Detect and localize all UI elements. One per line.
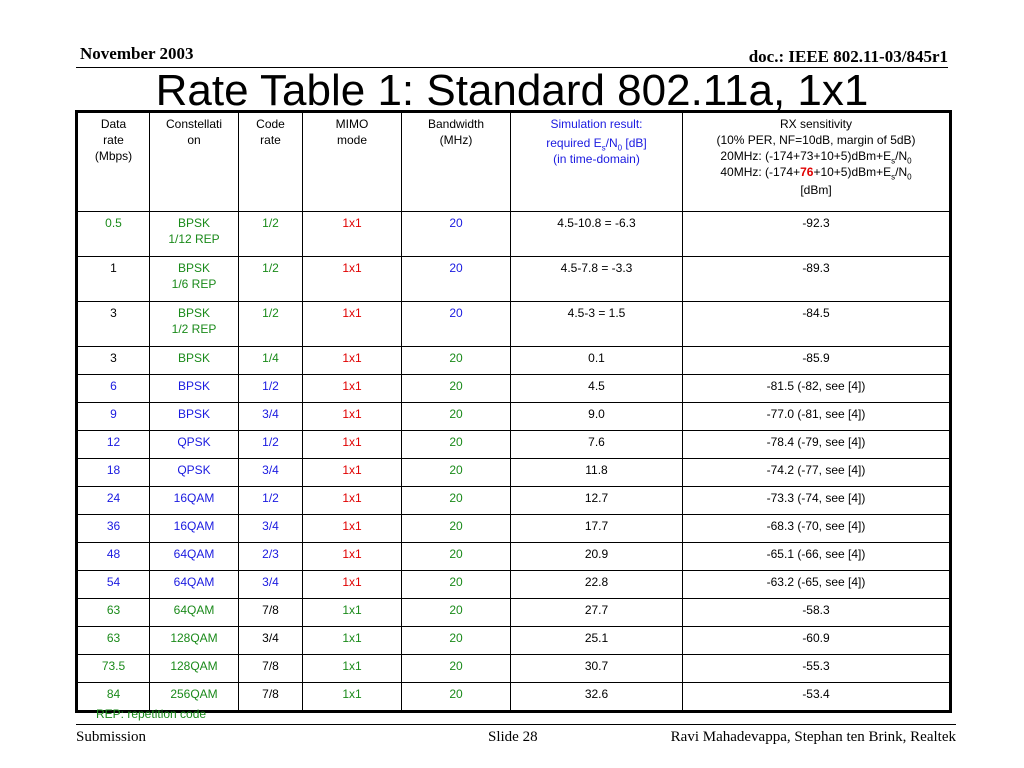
cell-data-rate: 48: [77, 543, 150, 571]
cell-data-rate: 6: [77, 375, 150, 403]
cell-code-rate: 3/4: [239, 459, 303, 487]
cell-bandwidth: 20: [402, 599, 511, 627]
header-rx-sensitivity: RX sensitivity (10% PER, NF=10dB, margin of 5dB) 20MHz: $(-174+73+10+5)dBm+E_s/N_0$ 40MHz: $(-174+76+10+5)dBm+E_s/N_0$ [dBm]: [683, 112, 951, 212]
cell-rx-sensitivity: -74.2 (-77, see [4]): [683, 459, 951, 487]
cell-data-rate: 73.5: [77, 655, 150, 683]
cell-code-rate: 2/3: [239, 543, 303, 571]
cell-simulation-result: 7.6: [511, 431, 683, 459]
cell-simulation-result: 9.0: [511, 403, 683, 431]
table-row: [77, 627, 951, 655]
cell-simulation-result: 4.5-7.8 = -3.3: [511, 257, 683, 302]
rep-footnote: REP: repetition code: [96, 707, 207, 721]
header-bandwidth: Bandwidth (MHz): [402, 112, 511, 212]
header-code-rate: Code rate: [239, 112, 303, 212]
cell-mimo-mode: 1x1: [303, 683, 402, 712]
table-row: [77, 347, 951, 375]
cell-simulation-result: 22.8: [511, 571, 683, 599]
table-row: [77, 257, 951, 302]
cell-constellation: 16QAM: [150, 487, 239, 515]
cell-code-rate: 3/4: [239, 515, 303, 543]
table-row: [77, 375, 951, 403]
cell-bandwidth: 20: [402, 487, 511, 515]
cell-bandwidth: 20: [402, 459, 511, 487]
cell-constellation: 128QAM: [150, 627, 239, 655]
cell-code-rate: 1/2: [239, 431, 303, 459]
cell-mimo-mode: 1x1: [303, 571, 402, 599]
cell-rx-sensitivity: -92.3: [683, 212, 951, 257]
table-row: [77, 515, 951, 543]
cell-constellation: BPSK: [150, 375, 239, 403]
header-simulation-result: Simulation result: required $E_s/N_0$ [dB] (in time-domain): [511, 112, 683, 212]
cell-rx-sensitivity: -81.5 (-82, see [4]): [683, 375, 951, 403]
cell-constellation: 256QAM: [150, 683, 239, 712]
cell-rx-sensitivity: -77.0 (-81, see [4]): [683, 403, 951, 431]
table-row: [77, 431, 951, 459]
cell-simulation-result: 17.7: [511, 515, 683, 543]
table-row: [77, 487, 951, 515]
cell-constellation: 64QAM: [150, 571, 239, 599]
cell-data-rate: 0.5: [77, 212, 150, 257]
cell-code-rate: 7/8: [239, 599, 303, 627]
table-row: [77, 571, 951, 599]
cell-rx-sensitivity: -63.2 (-65, see [4]): [683, 571, 951, 599]
cell-simulation-result: 30.7: [511, 655, 683, 683]
footer-submission: Submission: [76, 729, 147, 745]
cell-mimo-mode: 1x1: [303, 375, 402, 403]
cell-rx-sensitivity: -73.3 (-74, see [4]): [683, 487, 951, 515]
table-row: [77, 459, 951, 487]
cell-bandwidth: 20: [402, 212, 511, 257]
header-data-rate: Data rate (Mbps): [77, 112, 150, 212]
cell-bandwidth: 20: [402, 257, 511, 302]
footer-divider: [76, 724, 956, 725]
cell-simulation-result: 0.1: [511, 347, 683, 375]
cell-simulation-result: 4.5-3 = 1.5: [511, 302, 683, 347]
cell-data-rate: 24: [77, 487, 150, 515]
cell-data-rate: 84: [77, 683, 150, 712]
rate-table: [75, 110, 952, 713]
cell-constellation: BPSK 1/6 REP: [150, 257, 239, 302]
cell-code-rate: 1/2: [239, 487, 303, 515]
header-mimo-mode: MIMO mode: [303, 112, 402, 212]
cell-mimo-mode: 1x1: [303, 487, 402, 515]
cell-data-rate: 3: [77, 347, 150, 375]
cell-data-rate: 63: [77, 627, 150, 655]
cell-simulation-result: 27.7: [511, 599, 683, 627]
table-row: [77, 543, 951, 571]
cell-data-rate: 9: [77, 403, 150, 431]
cell-rx-sensitivity: -60.9: [683, 627, 951, 655]
cell-bandwidth: 20: [402, 431, 511, 459]
cell-constellation: BPSK 1/12 REP: [150, 212, 239, 257]
cell-constellation: BPSK 1/2 REP: [150, 302, 239, 347]
cell-constellation: QPSK: [150, 431, 239, 459]
cell-mimo-mode: 1x1: [303, 599, 402, 627]
slide-title: Rate Table 1: Standard 802.11a, 1x1: [155, 66, 869, 115]
cell-rx-sensitivity: -58.3: [683, 599, 951, 627]
cell-mimo-mode: 1x1: [303, 403, 402, 431]
cell-code-rate: 1/2: [239, 257, 303, 302]
cell-simulation-result: 11.8: [511, 459, 683, 487]
cell-bandwidth: 20: [402, 543, 511, 571]
cell-constellation: 64QAM: [150, 599, 239, 627]
cell-data-rate: 36: [77, 515, 150, 543]
table-body: [77, 212, 951, 712]
footer-slide-number: Slide 28: [488, 729, 538, 745]
cell-mimo-mode: 1x1: [303, 655, 402, 683]
cell-constellation: 64QAM: [150, 543, 239, 571]
cell-simulation-result: 25.1: [511, 627, 683, 655]
cell-data-rate: 1: [77, 257, 150, 302]
header-date: November 2003: [80, 44, 194, 63]
table-header-row: [77, 112, 951, 212]
cell-mimo-mode: 1x1: [303, 431, 402, 459]
cell-data-rate: 54: [77, 571, 150, 599]
cell-simulation-result: 12.7: [511, 487, 683, 515]
cell-code-rate: 1/2: [239, 212, 303, 257]
cell-mimo-mode: 1x1: [303, 543, 402, 571]
cell-constellation: BPSK: [150, 403, 239, 431]
cell-bandwidth: 20: [402, 375, 511, 403]
cell-rx-sensitivity: -89.3: [683, 257, 951, 302]
cell-rx-sensitivity: -84.5: [683, 302, 951, 347]
cell-rx-sensitivity: -53.4: [683, 683, 951, 712]
table-row: [77, 599, 951, 627]
cell-constellation: QPSK: [150, 459, 239, 487]
cell-constellation: BPSK: [150, 347, 239, 375]
table-row: [77, 302, 951, 347]
table-row: [77, 683, 951, 712]
table-row: [77, 212, 951, 257]
cell-code-rate: 3/4: [239, 627, 303, 655]
cell-bandwidth: 20: [402, 403, 511, 431]
cell-code-rate: 7/8: [239, 683, 303, 712]
cell-code-rate: 1/4: [239, 347, 303, 375]
cell-code-rate: 1/2: [239, 302, 303, 347]
header-doc-number: doc.: IEEE 802.11-03/845r1: [748, 47, 948, 66]
cell-mimo-mode: 1x1: [303, 627, 402, 655]
cell-code-rate: 3/4: [239, 571, 303, 599]
cell-rx-sensitivity: -85.9: [683, 347, 951, 375]
cell-simulation-result: 4.5-10.8 = -6.3: [511, 212, 683, 257]
cell-bandwidth: 20: [402, 302, 511, 347]
header-constellation: Constellati on: [150, 112, 239, 212]
cell-mimo-mode: 1x1: [303, 212, 402, 257]
cell-bandwidth: 20: [402, 627, 511, 655]
cell-code-rate: 1/2: [239, 375, 303, 403]
cell-constellation: 16QAM: [150, 515, 239, 543]
cell-bandwidth: 20: [402, 347, 511, 375]
cell-mimo-mode: 1x1: [303, 347, 402, 375]
cell-mimo-mode: 1x1: [303, 459, 402, 487]
cell-data-rate: 63: [77, 599, 150, 627]
cell-simulation-result: 4.5: [511, 375, 683, 403]
cell-rx-sensitivity: -65.1 (-66, see [4]): [683, 543, 951, 571]
cell-data-rate: 18: [77, 459, 150, 487]
cell-bandwidth: 20: [402, 655, 511, 683]
cell-constellation: 128QAM: [150, 655, 239, 683]
cell-code-rate: 7/8: [239, 655, 303, 683]
cell-data-rate: 12: [77, 431, 150, 459]
table-row: [77, 655, 951, 683]
cell-mimo-mode: 1x1: [303, 515, 402, 543]
cell-data-rate: 3: [77, 302, 150, 347]
cell-mimo-mode: 1x1: [303, 257, 402, 302]
footer-authors: Ravi Mahadevappa, Stephan ten Brink, Realtek: [670, 729, 956, 745]
cell-rx-sensitivity: -68.3 (-70, see [4]): [683, 515, 951, 543]
cell-rx-sensitivity: -78.4 (-79, see [4]): [683, 431, 951, 459]
cell-bandwidth: 20: [402, 515, 511, 543]
cell-simulation-result: 32.6: [511, 683, 683, 712]
cell-bandwidth: 20: [402, 571, 511, 599]
cell-mimo-mode: 1x1: [303, 302, 402, 347]
cell-simulation-result: 20.9: [511, 543, 683, 571]
cell-code-rate: 3/4: [239, 403, 303, 431]
table-row: [77, 403, 951, 431]
cell-bandwidth: 20: [402, 683, 511, 712]
cell-rx-sensitivity: -55.3: [683, 655, 951, 683]
